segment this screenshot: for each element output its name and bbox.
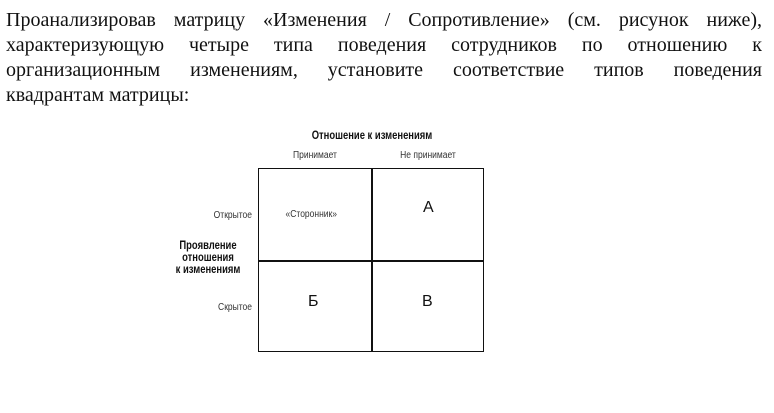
matrix-horizontal-divider (259, 260, 483, 262)
cell-top-left: «Сторонник» (285, 209, 337, 220)
question-line-3: организационным изменениям, установите соответствие типов поведения (6, 59, 762, 81)
column-label-rejects: Не принимает (400, 150, 456, 161)
question-line-1: Проанализировав матрицу «Изменения / Сопротивление» (см. рисунок ниже), (6, 9, 762, 31)
question-line-4: квадрантам матрицы: (6, 84, 190, 106)
cell-bottom-right: В (422, 293, 433, 310)
column-label-accepts: Принимает (293, 150, 337, 161)
cell-bottom-left: Б (308, 293, 319, 310)
row-axis-label (170, 240, 245, 276)
row-axis-label-line-1: Проявление (179, 240, 237, 252)
matrix-title: Отношение к изменениям (311, 130, 433, 142)
row-axis-label-line-2: отношения (182, 252, 234, 264)
matrix-grid (258, 168, 484, 352)
row-label-hidden: Скрытое (218, 302, 252, 313)
question-line-2: характеризующую четыре типа поведения сотрудников по отношению к (6, 34, 762, 56)
row-axis-label-line-3: к изменениям (175, 264, 241, 276)
cell-top-right: А (423, 199, 434, 216)
row-label-open: Открытое (213, 210, 252, 221)
